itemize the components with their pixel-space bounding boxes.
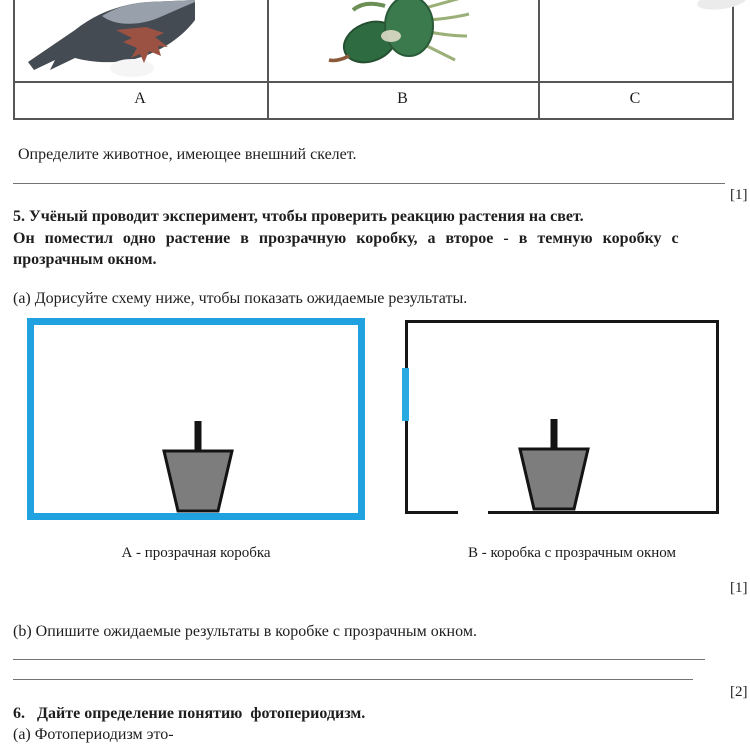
caption-box-b: В - коробка с прозрачным окном — [468, 545, 676, 561]
q5a-marks: [1] — [730, 580, 748, 596]
plant-pot — [158, 421, 238, 513]
table-row-separator — [13, 81, 733, 83]
table-label-b: В — [397, 90, 408, 107]
diagram-box-b-window — [405, 320, 719, 514]
caption-box-a: А - прозрачная коробка — [121, 545, 271, 561]
q5b-marks: [2] — [730, 684, 748, 700]
table-border-bottom — [13, 118, 733, 120]
q5b-prompt: (b) Опишите ожидаемые результаты в коробке с прозрачным окном. — [13, 623, 477, 640]
transparent-window — [402, 368, 409, 421]
answer-line — [13, 183, 725, 184]
diagram-box-a-transparent — [27, 318, 365, 520]
q5a-prompt: (a) Дорисуйте схему ниже, чтобы показать ожидаемые результаты. — [13, 290, 468, 307]
q5-heading-line1: 5. Учёный проводит эксперимент, чтобы проверить реакцию растения на свет. — [13, 208, 584, 225]
answer-line — [13, 659, 705, 660]
q6-heading: 6. Дайте определение понятию фотопериодизм. — [13, 705, 366, 722]
plant-pot — [514, 419, 594, 511]
q4-prompt: Определите животное, имеющее внешний скелет. — [18, 146, 357, 163]
q5-heading-line2: Он поместил одно растение в прозрачную коробку, а второе - в темную коробку с — [13, 230, 679, 247]
table-label-c: С — [629, 90, 641, 107]
table-border-right — [732, 0, 734, 120]
faint-image-fragment — [696, 0, 748, 12]
q5-heading-line3: прозрачным окном. — [13, 251, 157, 268]
table-label-a: А — [134, 90, 146, 107]
crayfish-image — [325, 0, 490, 70]
bird-image — [20, 0, 195, 80]
q6a-prompt: (а) Фотопериодизм это- — [13, 726, 174, 743]
answer-line — [13, 679, 693, 680]
q4-marks: [1] — [730, 187, 748, 203]
bottom-border-gap — [458, 510, 488, 514]
